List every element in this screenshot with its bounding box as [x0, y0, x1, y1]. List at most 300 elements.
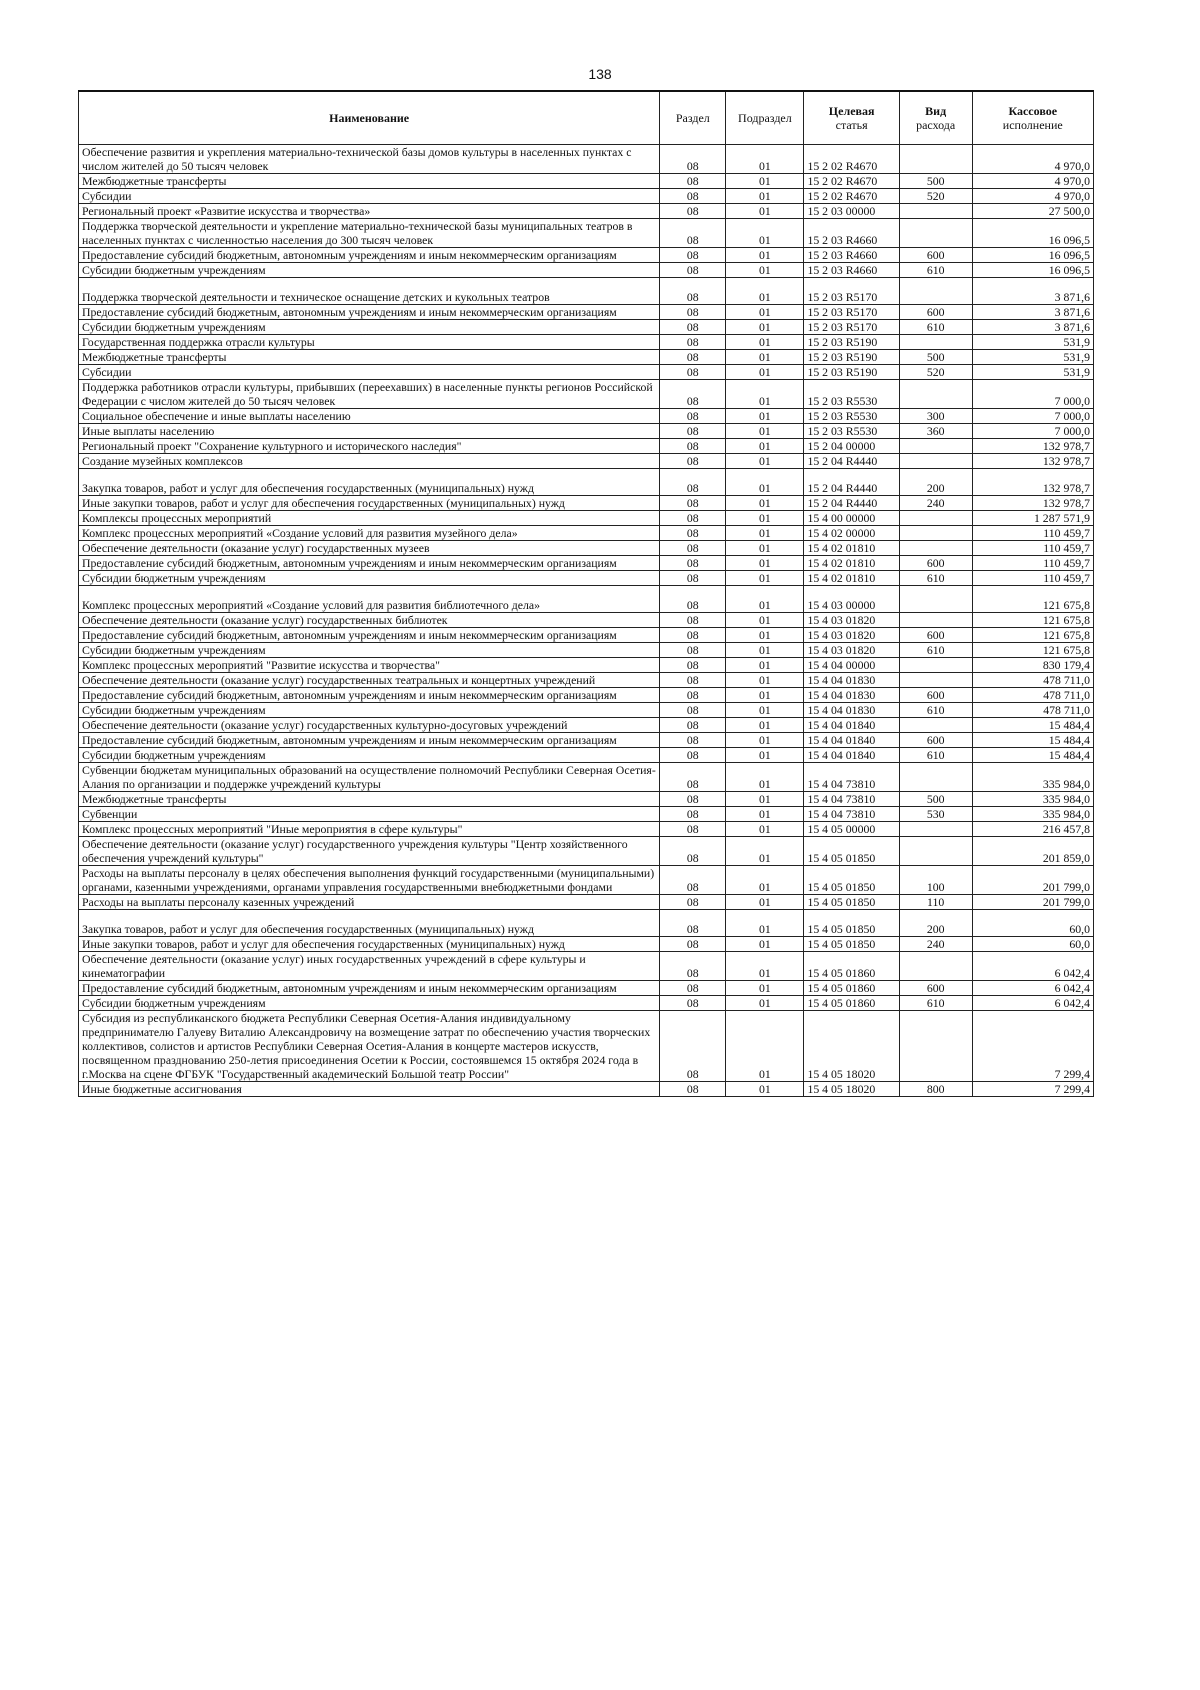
cell-name: Субвенции: [79, 807, 660, 822]
cell-subsection: 01: [726, 350, 804, 365]
cell-name: Обеспечение деятельности (оказание услуг) государственного учреждения культуры "Центр хозяйственного обеспечения учреждений культуры": [79, 837, 660, 866]
cell-target-article: 15 2 03 R4660: [804, 219, 899, 248]
cell-expense-type: 500: [899, 174, 972, 189]
cell-amount: 27 500,0: [972, 204, 1094, 219]
cell-expense-type: 610: [899, 748, 972, 763]
cell-expense-type: 300: [899, 409, 972, 424]
cell-expense-type: 240: [899, 937, 972, 952]
cell-expense-type: [899, 718, 972, 733]
table-row: [79, 996, 1094, 1011]
cell-amount: 7 000,0: [972, 409, 1094, 424]
cell-name: Иные закупки товаров, работ и услуг для обеспечения государственных (муниципальных) нужд: [79, 496, 660, 511]
cell-name: Предоставление субсидий бюджетным, автономным учреждениям и иным некоммерческим организациям: [79, 628, 660, 643]
table-row: [79, 409, 1094, 424]
cell-name: Иные бюджетные ассигнования: [79, 1082, 660, 1097]
cell-subsection: 01: [726, 807, 804, 822]
cell-name: Предоставление субсидий бюджетным, автономным учреждениям и иным некоммерческим организациям: [79, 733, 660, 748]
table-row: [79, 733, 1094, 748]
table-row: [79, 469, 1094, 496]
cell-section: 08: [660, 350, 726, 365]
cell-subsection: 01: [726, 628, 804, 643]
cell-target-article: 15 2 04 00000: [804, 439, 899, 454]
budget-table: [78, 90, 1094, 1097]
cell-subsection: 01: [726, 189, 804, 204]
cell-amount: 4 970,0: [972, 145, 1094, 174]
table-row: [79, 263, 1094, 278]
cell-subsection: 01: [726, 454, 804, 469]
cell-amount: 132 978,7: [972, 454, 1094, 469]
cell-name: Поддержка творческой деятельности и техническое оснащение детских и кукольных театров: [79, 278, 660, 305]
table-row: [79, 586, 1094, 613]
cell-expense-type: 600: [899, 305, 972, 320]
cell-name: Комплекс процессных мероприятий «Создание условий для развития библиотечного дела»: [79, 586, 660, 613]
cell-section: 08: [660, 703, 726, 718]
cell-expense-type: [899, 511, 972, 526]
cell-subsection: 01: [726, 1011, 804, 1082]
cell-section: 08: [660, 511, 726, 526]
cell-target-article: 15 4 03 01820: [804, 628, 899, 643]
cell-name: Субсидии бюджетным учреждениям: [79, 748, 660, 763]
cell-expense-type: 520: [899, 365, 972, 380]
cell-expense-type: [899, 541, 972, 556]
cell-subsection: 01: [726, 571, 804, 586]
cell-amount: 7 299,4: [972, 1082, 1094, 1097]
cell-section: 08: [660, 895, 726, 910]
cell-expense-type: 610: [899, 263, 972, 278]
table-row: [79, 1011, 1094, 1082]
cell-subsection: 01: [726, 556, 804, 571]
cell-name: Субсидия из республиканского бюджета Республики Северная Осетия-Алания индивидуальному предпринимателю Галуеву Виталию Александровичу на возмещение затрат по обеспечению участия творческих коллективов, солистов и артистов Республики Северная Осетия-Алания в концерте мастеров искусств, посвященном празднованию 250-летия присоединения Осетии к России, состоявшемся 15 октября 2024 года в г.Москва на сцене ФГБУК "Государственный академический Большой театр России": [79, 1011, 660, 1082]
cell-amount: 201 859,0: [972, 837, 1094, 866]
header-exec-line2: исполнение: [1002, 118, 1063, 132]
table-row: [79, 439, 1094, 454]
cell-section: 08: [660, 733, 726, 748]
header-type-line1: Вид: [925, 104, 947, 118]
cell-subsection: 01: [726, 937, 804, 952]
cell-name: Предоставление субсидий бюджетным, автономным учреждениям и иным некоммерческим организациям: [79, 688, 660, 703]
cell-section: 08: [660, 320, 726, 335]
header-subsection: Подраздел: [726, 91, 804, 145]
cell-target-article: 15 4 05 01850: [804, 910, 899, 937]
cell-name: Региональный проект "Сохранение культурного и исторического наследия": [79, 439, 660, 454]
cell-section: 08: [660, 204, 726, 219]
cell-amount: 3 871,6: [972, 305, 1094, 320]
table-row: [79, 866, 1094, 895]
table-row: [79, 628, 1094, 643]
cell-section: 08: [660, 628, 726, 643]
table-row: [79, 981, 1094, 996]
page-number: 138: [588, 66, 612, 82]
cell-section: 08: [660, 526, 726, 541]
cell-section: 08: [660, 145, 726, 174]
cell-section: 08: [660, 278, 726, 305]
cell-name: Комплексы процессных мероприятий: [79, 511, 660, 526]
table-row: [79, 910, 1094, 937]
cell-subsection: 01: [726, 526, 804, 541]
cell-expense-type: [899, 586, 972, 613]
cell-amount: 4 970,0: [972, 189, 1094, 204]
cell-amount: 4 970,0: [972, 174, 1094, 189]
cell-subsection: 01: [726, 511, 804, 526]
table-row: [79, 822, 1094, 837]
cell-subsection: 01: [726, 380, 804, 409]
cell-section: 08: [660, 807, 726, 822]
cell-expense-type: 110: [899, 895, 972, 910]
table-row: [79, 335, 1094, 350]
cell-section: 08: [660, 174, 726, 189]
cell-subsection: 01: [726, 866, 804, 895]
table-row: [79, 248, 1094, 263]
header-expense-type: [899, 91, 972, 145]
cell-name: Обеспечение деятельности (оказание услуг) иных государственных учреждений в сфере культуры и кинематографии: [79, 952, 660, 981]
cell-expense-type: [899, 204, 972, 219]
cell-target-article: 15 4 05 01860: [804, 996, 899, 1011]
cell-subsection: 01: [726, 895, 804, 910]
cell-name: Обеспечение деятельности (оказание услуг) государственных культурно-досуговых учреждений: [79, 718, 660, 733]
cell-target-article: 15 4 05 01850: [804, 895, 899, 910]
cell-subsection: 01: [726, 688, 804, 703]
cell-subsection: 01: [726, 733, 804, 748]
table-row: [79, 673, 1094, 688]
table-row: [79, 718, 1094, 733]
cell-target-article: 15 4 05 01860: [804, 952, 899, 981]
cell-expense-type: 600: [899, 981, 972, 996]
cell-section: 08: [660, 673, 726, 688]
cell-subsection: 01: [726, 822, 804, 837]
cell-amount: 335 984,0: [972, 807, 1094, 822]
cell-amount: 15 484,4: [972, 733, 1094, 748]
cell-section: 08: [660, 613, 726, 628]
cell-section: 08: [660, 1011, 726, 1082]
table-row: [79, 189, 1094, 204]
cell-amount: 110 459,7: [972, 526, 1094, 541]
table-row: [79, 350, 1094, 365]
cell-amount: 335 984,0: [972, 792, 1094, 807]
cell-name: Создание музейных комплексов: [79, 454, 660, 469]
cell-amount: 201 799,0: [972, 866, 1094, 895]
cell-expense-type: 600: [899, 556, 972, 571]
cell-section: 08: [660, 365, 726, 380]
cell-subsection: 01: [726, 643, 804, 658]
cell-expense-type: 200: [899, 910, 972, 937]
table-row: [79, 174, 1094, 189]
cell-target-article: 15 2 02 R4670: [804, 174, 899, 189]
cell-subsection: 01: [726, 1082, 804, 1097]
table-row: [79, 643, 1094, 658]
cell-target-article: 15 4 04 01830: [804, 673, 899, 688]
cell-amount: 6 042,4: [972, 996, 1094, 1011]
table-row: [79, 703, 1094, 718]
cell-name: Иные закупки товаров, работ и услуг для обеспечения государственных (муниципальных) нужд: [79, 937, 660, 952]
cell-section: 08: [660, 556, 726, 571]
table-row: [79, 278, 1094, 305]
cell-section: 08: [660, 571, 726, 586]
cell-section: 08: [660, 822, 726, 837]
cell-expense-type: 610: [899, 643, 972, 658]
cell-amount: 216 457,8: [972, 822, 1094, 837]
cell-subsection: 01: [726, 996, 804, 1011]
table-row: [79, 145, 1094, 174]
cell-section: 08: [660, 688, 726, 703]
cell-amount: 60,0: [972, 910, 1094, 937]
cell-subsection: 01: [726, 320, 804, 335]
cell-section: 08: [660, 380, 726, 409]
cell-name: Межбюджетные трансферты: [79, 792, 660, 807]
cell-name: Обеспечение развития и укрепления материально-технической базы домов культуры в населенных пунктах с числом жителей до 50 тысяч человек: [79, 145, 660, 174]
table-row: [79, 556, 1094, 571]
cell-section: 08: [660, 837, 726, 866]
cell-section: 08: [660, 748, 726, 763]
cell-target-article: 15 2 04 R4440: [804, 454, 899, 469]
table-row: [79, 952, 1094, 981]
cell-amount: 16 096,5: [972, 219, 1094, 248]
cell-name: Предоставление субсидий бюджетным, автономным учреждениям и иным некоммерческим организациям: [79, 981, 660, 996]
cell-name: Предоставление субсидий бюджетным, автономным учреждениям и иным некоммерческим организациям: [79, 305, 660, 320]
cell-target-article: 15 2 04 R4440: [804, 496, 899, 511]
cell-expense-type: 500: [899, 350, 972, 365]
cell-expense-type: 240: [899, 496, 972, 511]
header-exec-line1: Кассовое: [1008, 104, 1058, 118]
cell-name: Расходы на выплаты персоналу в целях обеспечения выполнения функций государственными (муниципальными) органами, казенными учреждениями, органами управления государственными внебюджетными фондами: [79, 866, 660, 895]
cell-target-article: 15 4 05 01860: [804, 981, 899, 996]
cell-subsection: 01: [726, 763, 804, 792]
cell-expense-type: [899, 837, 972, 866]
cell-subsection: 01: [726, 469, 804, 496]
table-row: [79, 219, 1094, 248]
cell-subsection: 01: [726, 263, 804, 278]
cell-subsection: 01: [726, 981, 804, 996]
cell-subsection: 01: [726, 910, 804, 937]
cell-expense-type: 610: [899, 571, 972, 586]
header-target-line2: статья: [835, 118, 868, 132]
cell-expense-type: [899, 145, 972, 174]
cell-name: Поддержка работников отрасли культуры, прибывших (переехавших) в населенные пункты регионов Российской Федерации с числом жителей до 50 тысяч человек: [79, 380, 660, 409]
cell-section: 08: [660, 189, 726, 204]
cell-amount: 3 871,6: [972, 320, 1094, 335]
cell-amount: 335 984,0: [972, 763, 1094, 792]
cell-amount: 121 675,8: [972, 628, 1094, 643]
cell-amount: 1 287 571,9: [972, 511, 1094, 526]
cell-subsection: 01: [726, 219, 804, 248]
cell-expense-type: [899, 380, 972, 409]
cell-name: Поддержка творческой деятельности и укрепление материально-технической базы муниципальных театров в населенных пунктах с численностью населения до 300 тысяч человек: [79, 219, 660, 248]
cell-section: 08: [660, 409, 726, 424]
table-row: [79, 571, 1094, 586]
cell-target-article: 15 4 04 01830: [804, 688, 899, 703]
cell-expense-type: [899, 454, 972, 469]
cell-expense-type: [899, 673, 972, 688]
cell-target-article: 15 2 03 R5530: [804, 424, 899, 439]
cell-expense-type: 600: [899, 628, 972, 643]
cell-expense-type: 610: [899, 320, 972, 335]
cell-section: 08: [660, 454, 726, 469]
cell-target-article: 15 4 03 00000: [804, 586, 899, 613]
table-row: [79, 204, 1094, 219]
cell-target-article: 15 4 05 18020: [804, 1011, 899, 1082]
cell-expense-type: 610: [899, 703, 972, 718]
header-section: Раздел: [660, 91, 726, 145]
cell-target-article: 15 4 04 00000: [804, 658, 899, 673]
cell-expense-type: [899, 439, 972, 454]
cell-expense-type: [899, 763, 972, 792]
cell-subsection: 01: [726, 439, 804, 454]
cell-subsection: 01: [726, 174, 804, 189]
cell-amount: 110 459,7: [972, 556, 1094, 571]
cell-subsection: 01: [726, 658, 804, 673]
cell-target-article: 15 4 04 01830: [804, 703, 899, 718]
cell-amount: 121 675,8: [972, 613, 1094, 628]
cell-section: 08: [660, 996, 726, 1011]
cell-subsection: 01: [726, 305, 804, 320]
cell-name: Региональный проект «Развитие искусства и творчества»: [79, 204, 660, 219]
cell-expense-type: [899, 658, 972, 673]
cell-target-article: 15 4 03 01820: [804, 643, 899, 658]
cell-target-article: 15 2 03 R5170: [804, 320, 899, 335]
cell-target-article: 15 2 03 R5190: [804, 365, 899, 380]
cell-amount: 110 459,7: [972, 571, 1094, 586]
table-body: [79, 145, 1094, 1097]
cell-section: 08: [660, 718, 726, 733]
cell-name: Обеспечение деятельности (оказание услуг) государственных библиотек: [79, 613, 660, 628]
cell-expense-type: [899, 1011, 972, 1082]
cell-amount: 478 711,0: [972, 703, 1094, 718]
cell-subsection: 01: [726, 365, 804, 380]
header-name: Наименование: [79, 91, 660, 145]
cell-amount: 531,9: [972, 335, 1094, 350]
cell-amount: 830 179,4: [972, 658, 1094, 673]
cell-amount: 60,0: [972, 937, 1094, 952]
header-cash-execution: [972, 91, 1094, 145]
cell-section: 08: [660, 496, 726, 511]
cell-amount: 132 978,7: [972, 496, 1094, 511]
cell-expense-type: 800: [899, 1082, 972, 1097]
cell-expense-type: 520: [899, 189, 972, 204]
cell-name: Межбюджетные трансферты: [79, 174, 660, 189]
cell-subsection: 01: [726, 673, 804, 688]
cell-expense-type: 200: [899, 469, 972, 496]
cell-section: 08: [660, 586, 726, 613]
cell-name: Обеспечение деятельности (оказание услуг) государственных театральных и концертных учреждений: [79, 673, 660, 688]
cell-section: 08: [660, 248, 726, 263]
table-row: [79, 526, 1094, 541]
cell-amount: 132 978,7: [972, 439, 1094, 454]
cell-amount: 531,9: [972, 365, 1094, 380]
cell-name: Субсидии бюджетным учреждениям: [79, 996, 660, 1011]
cell-subsection: 01: [726, 952, 804, 981]
cell-section: 08: [660, 792, 726, 807]
cell-subsection: 01: [726, 613, 804, 628]
cell-expense-type: 600: [899, 733, 972, 748]
cell-target-article: 15 4 04 73810: [804, 807, 899, 822]
cell-subsection: 01: [726, 496, 804, 511]
cell-name: Комплекс процессных мероприятий "Развитие искусства и творчества": [79, 658, 660, 673]
cell-section: 08: [660, 263, 726, 278]
table-row: [79, 496, 1094, 511]
cell-subsection: 01: [726, 424, 804, 439]
cell-amount: 7 000,0: [972, 380, 1094, 409]
cell-section: 08: [660, 866, 726, 895]
cell-section: 08: [660, 469, 726, 496]
cell-target-article: 15 4 02 01810: [804, 571, 899, 586]
cell-subsection: 01: [726, 335, 804, 350]
cell-expense-type: 100: [899, 866, 972, 895]
cell-section: 08: [660, 439, 726, 454]
cell-section: 08: [660, 763, 726, 792]
cell-subsection: 01: [726, 278, 804, 305]
cell-expense-type: 530: [899, 807, 972, 822]
cell-target-article: 15 2 02 R4670: [804, 145, 899, 174]
cell-expense-type: [899, 613, 972, 628]
cell-subsection: 01: [726, 541, 804, 556]
cell-subsection: 01: [726, 748, 804, 763]
cell-amount: 201 799,0: [972, 895, 1094, 910]
cell-section: 08: [660, 937, 726, 952]
cell-amount: 132 978,7: [972, 469, 1094, 496]
header-target-line1: Целевая: [828, 104, 875, 118]
cell-expense-type: [899, 278, 972, 305]
cell-expense-type: [899, 822, 972, 837]
cell-target-article: 15 4 05 00000: [804, 822, 899, 837]
cell-target-article: 15 4 05 01850: [804, 866, 899, 895]
table-row: [79, 807, 1094, 822]
table-row: [79, 895, 1094, 910]
cell-subsection: 01: [726, 718, 804, 733]
table-header-row: [79, 91, 1094, 145]
cell-amount: 531,9: [972, 350, 1094, 365]
cell-expense-type: [899, 526, 972, 541]
cell-name: Субсидии бюджетным учреждениям: [79, 320, 660, 335]
cell-target-article: 15 4 04 01840: [804, 733, 899, 748]
cell-target-article: 15 4 00 00000: [804, 511, 899, 526]
cell-amount: 121 675,8: [972, 586, 1094, 613]
cell-target-article: 15 2 03 R5170: [804, 278, 899, 305]
cell-section: 08: [660, 305, 726, 320]
cell-section: 08: [660, 910, 726, 937]
cell-target-article: 15 4 04 73810: [804, 763, 899, 792]
cell-name: Субсидии бюджетным учреждениям: [79, 571, 660, 586]
cell-expense-type: 360: [899, 424, 972, 439]
cell-target-article: 15 2 02 R4670: [804, 189, 899, 204]
cell-expense-type: [899, 952, 972, 981]
cell-subsection: 01: [726, 792, 804, 807]
cell-amount: 110 459,7: [972, 541, 1094, 556]
table-row: [79, 792, 1094, 807]
cell-section: 08: [660, 643, 726, 658]
cell-target-article: 15 2 03 00000: [804, 204, 899, 219]
cell-target-article: 15 2 04 R4440: [804, 469, 899, 496]
table-row: [79, 380, 1094, 409]
cell-name: Расходы на выплаты персоналу казенных учреждений: [79, 895, 660, 910]
cell-section: 08: [660, 952, 726, 981]
cell-amount: 6 042,4: [972, 952, 1094, 981]
cell-name: Социальное обеспечение и иные выплаты населению: [79, 409, 660, 424]
cell-name: Предоставление субсидий бюджетным, автономным учреждениям и иным некоммерческим организациям: [79, 556, 660, 571]
cell-target-article: 15 4 03 01820: [804, 613, 899, 628]
header-type-line2: расхода: [916, 118, 956, 132]
cell-section: 08: [660, 335, 726, 350]
cell-expense-type: 600: [899, 688, 972, 703]
cell-name: Предоставление субсидий бюджетным, автономным учреждениям и иным некоммерческим организациям: [79, 248, 660, 263]
cell-name: Субсидии: [79, 189, 660, 204]
table-row: [79, 424, 1094, 439]
table-row: [79, 454, 1094, 469]
cell-amount: 7 000,0: [972, 424, 1094, 439]
cell-subsection: 01: [726, 703, 804, 718]
cell-target-article: 15 2 03 R4660: [804, 248, 899, 263]
table-row: [79, 658, 1094, 673]
cell-section: 08: [660, 1082, 726, 1097]
cell-section: 08: [660, 658, 726, 673]
